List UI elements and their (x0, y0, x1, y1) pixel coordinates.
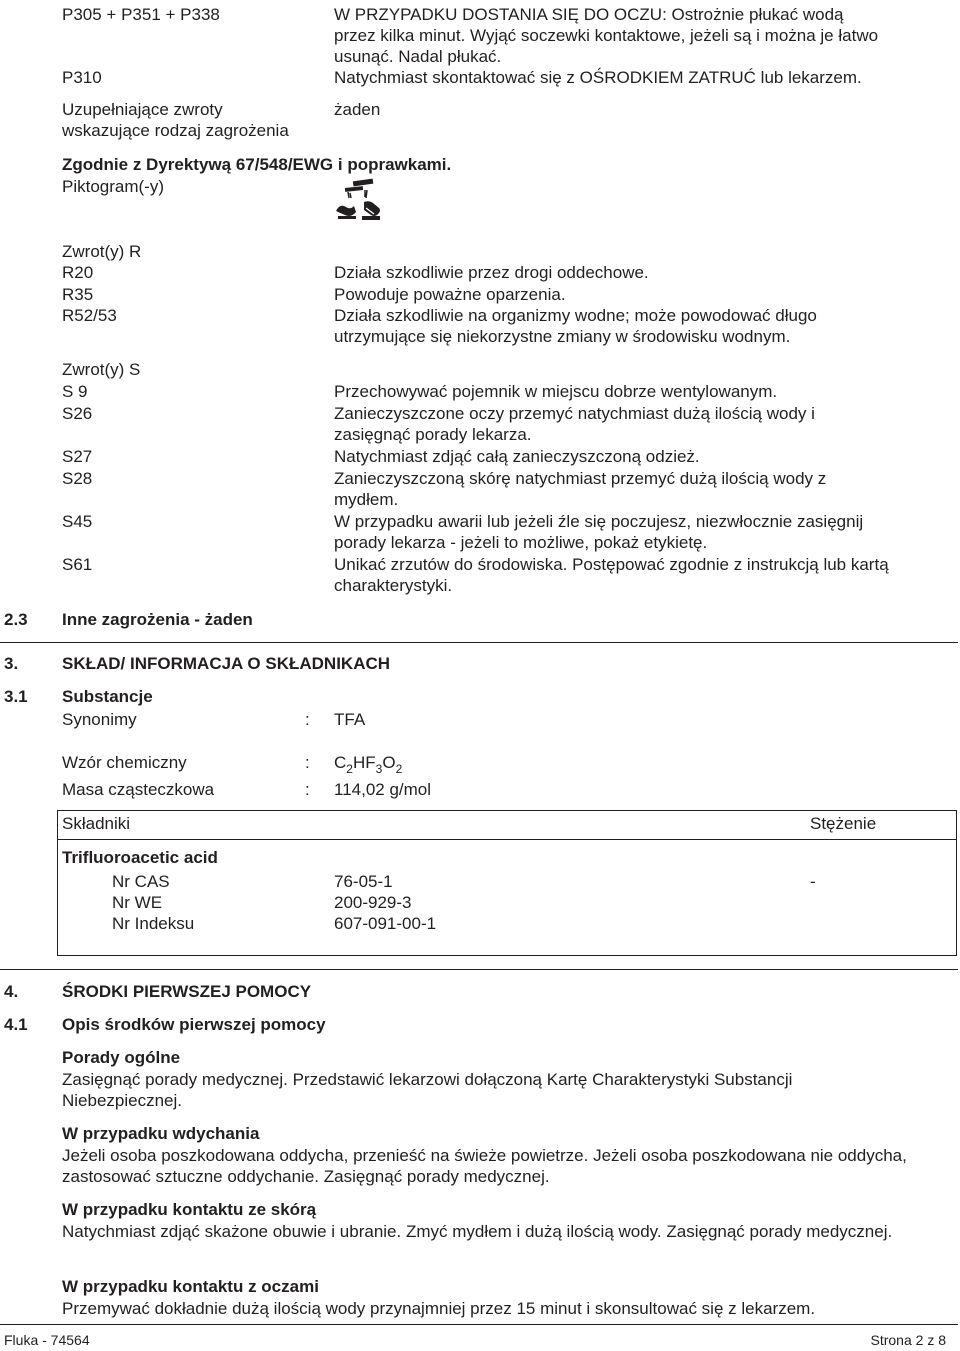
section3-1-title: Substancje (62, 687, 153, 706)
index-value: 607-091-00-1 (334, 914, 437, 933)
r-code-1: R20 (62, 263, 94, 282)
table-bottom-border (57, 955, 957, 956)
first-aid-eyes-text: Przemywać dokładnie dużą ilością wody przynajmniej przez 15 minut i skonsultować się z lekarzem. (62, 1299, 816, 1318)
other-hazards-text: Inne zagrożenia - żaden (62, 610, 253, 629)
s-code-1: S 9 (62, 382, 88, 401)
formula-colon: : (305, 753, 310, 772)
s-text-2: Zanieczyszczone oczy przemyć natychmiast dużą ilością wody i zasięgnąć porady lekarza. (334, 404, 815, 444)
p-code-2: P310 (62, 68, 102, 87)
supplementary-label-1: Uzupełniające zwroty (62, 100, 223, 119)
r-code-2: R35 (62, 285, 94, 304)
section3-title: SKŁAD/ INFORMACJA O SKŁADNIKACH (62, 654, 391, 673)
first-aid-general-text: Zasięgnąć porady medycznej. Przedstawić lekarzowi dołączoną Kartę Charakterystyki Substancji Niebezpiecznej. (62, 1070, 793, 1110)
s-code-2: S26 (62, 404, 93, 423)
r-phrases-heading: Zwrot(y) R (62, 242, 142, 261)
s-code-5: S45 (62, 512, 93, 531)
synonyms-label: Synonimy (62, 710, 137, 729)
r-text-1: Działa szkodliwie przez drogi oddechowe. (334, 263, 649, 282)
section-divider-2 (0, 969, 958, 970)
s-code-4: S28 (62, 469, 93, 488)
table-header-border (57, 839, 957, 840)
p-text-2: Natychmiast skontaktować się z OŚRODKIEM ZATRUĆ lub lekarzem. (334, 68, 862, 87)
synonyms-colon: : (305, 710, 310, 729)
table-header-concentration: Stężenie (810, 814, 877, 833)
footer-divider (0, 1324, 958, 1325)
s-text-3: Natychmiast zdjąć całą zanieczyszczoną odzież. (334, 447, 700, 466)
we-label: Nr WE (112, 893, 163, 912)
s-code-6: S61 (62, 555, 93, 574)
first-aid-inhalation-text: Jeżeli osoba poszkodowana oddycha, przenieść na świeże powietrze. Jeżeli osoba poszkodowana nie oddycha, zastosować sztuczne oddychanie. Zasięgnąć porady medycznej. (62, 1146, 907, 1186)
mass-value: 114,02 g/mol (334, 780, 432, 799)
supplementary-value: żaden (334, 100, 381, 119)
first-aid-eyes-heading: W przypadku kontaktu z oczami (62, 1277, 319, 1296)
cas-label: Nr CAS (112, 872, 170, 891)
section3-1-number: 3.1 (4, 687, 28, 706)
first-aid-inhalation-heading: W przypadku wdychania (62, 1124, 260, 1143)
first-aid-skin-text: Natychmiast zdjąć skażone obuwie i ubranie. Zmyć mydłem i dużą ilością wody. Zasięgnąć porady medycznej. (62, 1222, 893, 1241)
s-code-3: S27 (62, 447, 93, 466)
section4-title: ŚRODKI PIERWSZEJ POMOCY (62, 982, 312, 1001)
s-text-4: Zanieczyszczoną skórę natychmiast przemyć dużą ilością wody z mydłem. (334, 469, 827, 509)
synonyms-value: TFA (334, 710, 366, 729)
table-right-border (956, 810, 957, 955)
index-label: Nr Indeksu (112, 914, 195, 933)
first-aid-general-heading: Porady ogólne (62, 1048, 181, 1067)
footer-page-number: Strona 2 z 8 (870, 1332, 946, 1348)
s-text-5: W przypadku awarii lub jeżeli źle się poczujesz, niezwłocznie zasięgnij porady lekarza - jeżeli to możliwe, pokaż etykietę. (334, 512, 864, 552)
chemical-formula: $C_2HF_3O_2$ (334, 753, 403, 776)
r-text-3: Działa szkodliwie na organizmy wodne; może powodować długo utrzymujące się niekorzystne zmiany w środowisku wodnym. (334, 306, 817, 346)
p-text-1-line2: przez kilka minut. Wyjąć soczewki kontaktowe, jeżeli są i można je łatwo (334, 26, 879, 45)
cas-value: 76-05-1 (334, 872, 393, 891)
section3-number: 3. (4, 654, 19, 673)
table-left-border (57, 810, 58, 955)
mass-colon: : (305, 780, 310, 799)
table-header-components: Składniki (62, 814, 131, 833)
p-text-1-line3: usunąć. Nadal płukać. (334, 47, 502, 66)
section4-1-title: Opis środków pierwszej pomocy (62, 1015, 326, 1034)
supplementary-label-2: wskazujące rodzaj zagrożenia (62, 121, 289, 140)
r-code-3: R52/53 (62, 306, 117, 325)
p-text-1-line1: W PRZYPADKU DOSTANIA SIĘ DO OCZU: Ostrożnie płukać wodą (334, 5, 844, 24)
first-aid-skin-heading: W przypadku kontaktu ze skórą (62, 1200, 317, 1219)
table-top-border (57, 810, 957, 811)
s-text-1: Przechowywać pojemnik w miejscu dobrze wentylowanym. (334, 382, 778, 401)
pictogram-label: Piktogram(-y) (62, 177, 165, 196)
r-text-2: Powoduje poważne oparzenia. (334, 285, 566, 304)
we-value: 200-929-3 (334, 893, 412, 912)
section4-1-number: 4.1 (4, 1015, 28, 1034)
mass-label: Masa cząsteczkowa (62, 780, 215, 799)
concentration-value: - (810, 872, 816, 891)
section4-number: 4. (4, 982, 19, 1001)
p-code-1: P305 + P351 + P338 (62, 5, 220, 24)
s-text-6: Unikać zrzutów do środowiska. Postępować zgodnie z instrukcją lub kartą charakterystyki. (334, 555, 889, 595)
other-hazards-number: 2.3 (4, 610, 28, 629)
corrosive-pictogram-icon (334, 178, 384, 224)
s-phrases-heading: Zwrot(y) S (62, 360, 141, 379)
directive-heading: Zgodnie z Dyrektywą 67/548/EWG i poprawkami. (62, 155, 452, 174)
footer-product: Fluka - 74564 (4, 1332, 90, 1348)
component-name: Trifluoroacetic acid (62, 848, 218, 867)
formula-label: Wzór chemiczny (62, 753, 187, 772)
section-divider (0, 642, 958, 643)
